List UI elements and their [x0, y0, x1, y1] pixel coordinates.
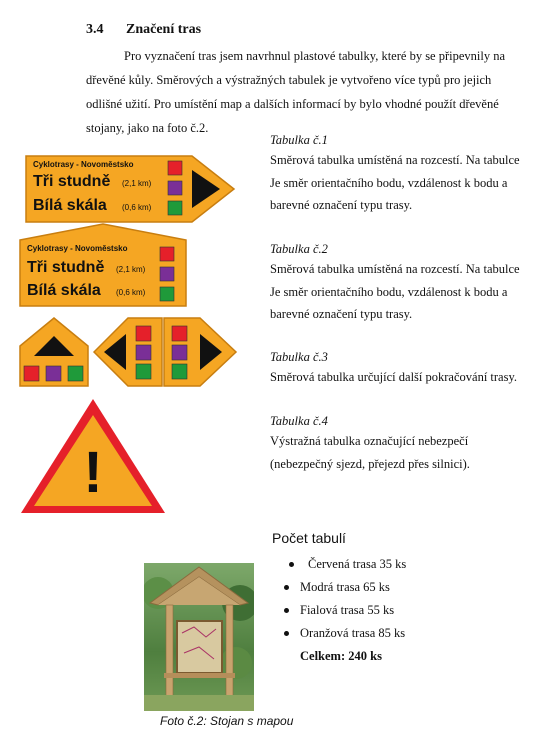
route-red-square — [24, 366, 39, 381]
route-green-square — [136, 364, 151, 379]
intro-line: odlišné užití. Pro umístění map a dalších informací by bylo vhodné použít dřevěné — [86, 97, 499, 111]
route-green-square — [68, 366, 83, 381]
route-purple-square — [160, 267, 174, 281]
table-3-description — [270, 350, 532, 389]
counts-list — [284, 553, 504, 668]
photo-ground — [144, 695, 254, 711]
table-text-line: Směrová tabulka určující další pokračování trasy. — [270, 370, 518, 384]
list-item — [284, 553, 504, 576]
route-red-square — [136, 326, 151, 341]
table-text-line: barevné označení typu trasy. — [270, 307, 413, 321]
photo-caption: Foto č.2: Stojan s mapou — [160, 714, 294, 728]
table-caption: Tabulka č.3 — [270, 350, 328, 364]
intro-line: Pro vyznačení tras jsem navrhnul plastové tabulky, které by se připevnily na — [124, 49, 506, 63]
direction-sign-arrow — [24, 154, 238, 224]
list-item — [284, 622, 504, 645]
continuation-sign-right — [162, 316, 238, 388]
list-item — [284, 599, 504, 622]
table-1-description — [270, 133, 532, 217]
route-purple-square — [172, 345, 187, 360]
bullet-icon — [289, 562, 294, 567]
table-text-line: Je směr orientačního bodu, vzdálenost k bodu a — [270, 175, 508, 190]
sign-header: Cyklotrasy - Novoměstsko — [33, 160, 134, 169]
route-red-square — [172, 326, 187, 341]
stand-post-right — [226, 605, 233, 709]
sign-header: Cyklotrasy - Novoměstsko — [27, 244, 128, 253]
intro-line: stojany, jako na foto č.2. — [86, 121, 209, 135]
route-purple-square — [168, 181, 182, 195]
table-4-description — [270, 414, 532, 475]
continuation-sign-left — [92, 316, 164, 388]
intro-line: dřevěné kůly. Směrových a výstražných tabulek je vytvořeno více typů pro jejich — [86, 73, 492, 87]
table-text-line: Výstražná tabulka označující nebezpečí — [270, 434, 469, 448]
counts-title: Počet tabulí — [272, 530, 346, 546]
warning-sign — [18, 396, 168, 516]
stand-crossbar — [164, 673, 235, 678]
continuation-sign-up — [18, 316, 90, 388]
photo-map-stand — [144, 563, 254, 711]
count-total: Celkem: 240 ks — [300, 649, 382, 663]
exclamation-icon: ! — [83, 440, 103, 505]
count-orange: Oranžová trasa 85 ks — [300, 626, 406, 640]
table-caption: Tabulka č.2 — [270, 242, 328, 256]
section-heading — [86, 22, 201, 38]
table-caption: Tabulka č.1 — [270, 133, 328, 147]
route-purple-square — [46, 366, 61, 381]
route-red-square — [168, 161, 182, 175]
intro-paragraph — [86, 44, 522, 140]
route-purple-square — [136, 345, 151, 360]
sign-distance-2: (0,6 km) — [122, 203, 152, 212]
table-text-line: Je směr orientačního bodu, vzdálenost k bodu a — [270, 284, 508, 299]
table-2-description — [270, 242, 532, 326]
list-item — [284, 645, 504, 668]
table-text-line: Směrová tabulka umístěná na rozcestí. Na tabulce — [270, 153, 520, 167]
section-title: Značení tras — [126, 22, 202, 37]
bullet-icon — [284, 608, 289, 613]
table-text-line: Směrová tabulka umístěná na rozcestí. Na tabulce — [270, 262, 520, 276]
count-red: Červená trasa 35 ks — [308, 557, 407, 571]
route-green-square — [160, 287, 174, 301]
count-purple: Fialová trasa 55 ks — [300, 603, 395, 617]
direction-sign-roofed — [18, 222, 188, 308]
sign-destination-2: Bílá skála — [33, 197, 107, 214]
table-text-line: barevné označení typu trasy. — [270, 198, 413, 212]
sign-destination-1: Tři studně — [27, 259, 105, 276]
sign-distance-2: (0,6 km) — [116, 288, 146, 297]
sign-distance-1: (2,1 km) — [122, 179, 152, 188]
sign-destination-2: Bílá skála — [27, 282, 101, 299]
stand-post-left — [166, 605, 173, 709]
table-caption: Tabulka č.4 — [270, 414, 328, 428]
count-blue: Modrá trasa 65 ks — [300, 580, 390, 594]
section-number: 3.4 — [86, 22, 104, 37]
list-item — [284, 576, 504, 599]
table-text-line: (nebezpečný sjezd, přejezd přes silnici). — [270, 456, 470, 471]
bullet-icon — [284, 631, 289, 636]
route-red-square — [160, 247, 174, 261]
bullet-icon — [284, 585, 289, 590]
sign-distance-1: (2,1 km) — [116, 265, 146, 274]
sign-destination-1: Tři studně — [33, 173, 111, 190]
route-green-square — [172, 364, 187, 379]
route-green-square — [168, 201, 182, 215]
